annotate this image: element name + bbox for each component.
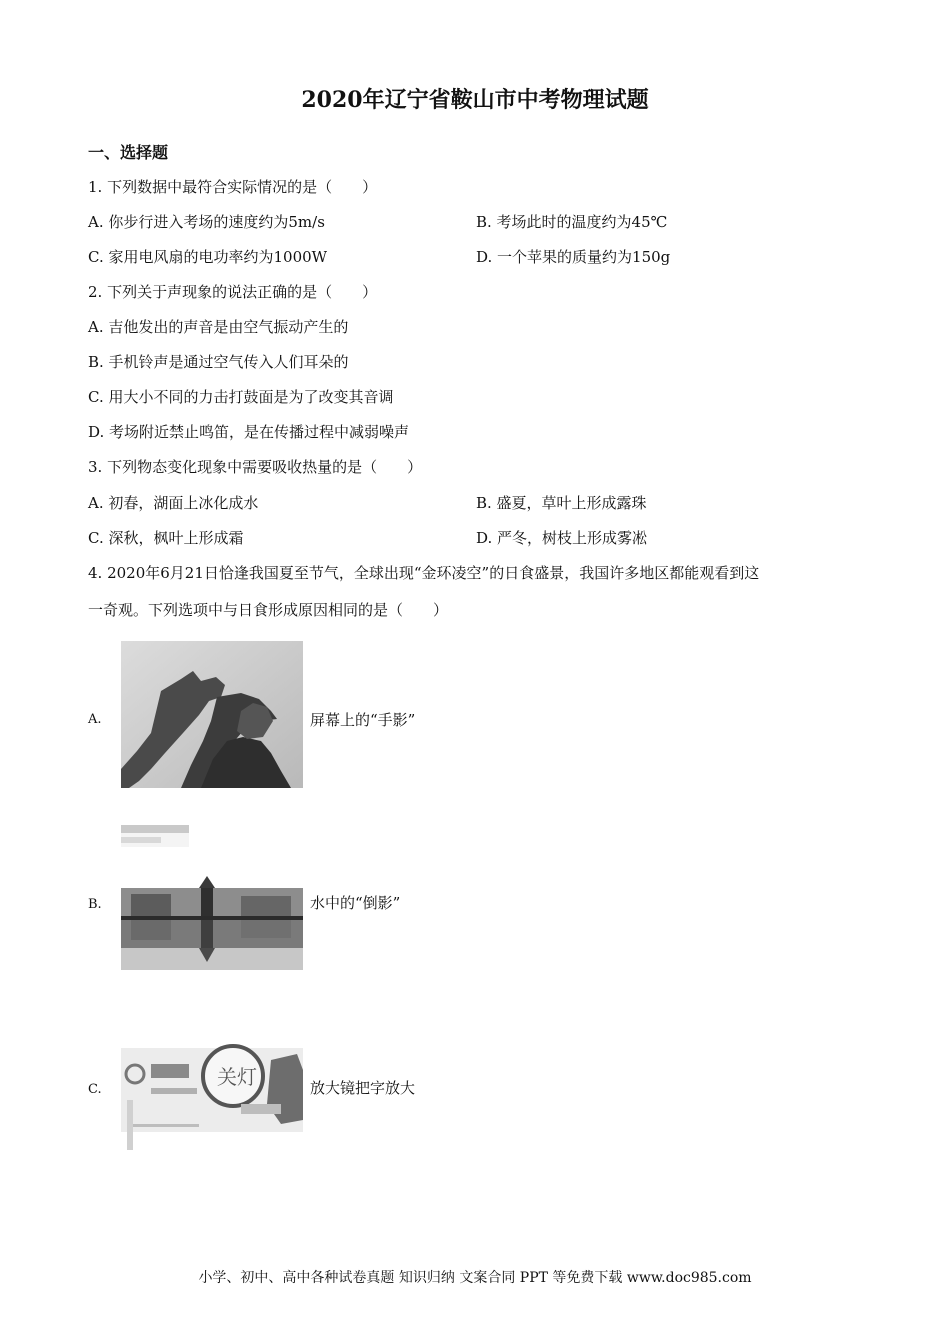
hand-shadow-image [121, 641, 303, 788]
q3-option-c: C. 深秋，枫叶上形成霜 [88, 529, 244, 547]
q2-option-d: D. 考场附近禁止鸣笛，是在传播过程中减弱噪声 [88, 423, 410, 441]
magnifier-text: 关灯 [217, 1065, 257, 1089]
q3-stem: 3. 下列物态变化现象中需要吸收热量的是（ ） [88, 458, 423, 476]
page-footer: 小学、初中、高中各种试卷真题 知识归纳 文案合同 PPT 等免费下载 www.doc985.com [198, 1270, 752, 1286]
q1-option-a: A. 你步行进入考场的速度约为5m/s [88, 213, 325, 231]
q2-option-c: C. 用大小不同的力击打鼓面是为了改变其音调 [88, 388, 394, 406]
q3-option-a: A. 初春，湖面上冰化成水 [88, 494, 259, 512]
reflection-image [121, 872, 303, 970]
q4-option-a-caption: 屏幕上的“手影” [310, 711, 416, 729]
q2-stem: 2. 下列关于声现象的说法正确的是（ ） [88, 283, 378, 301]
q2-option-a: A. 吉他发出的声音是由空气振动产生的 [88, 318, 349, 336]
q3-option-b: B. 盛夏，草叶上形成露珠 [476, 494, 647, 512]
q3-option-d: D. 严冬，树枝上形成雾凇 [476, 529, 648, 547]
q4-option-c-letter: C. [88, 1082, 102, 1097]
page-title: 2020年辽宁省鞍山市中考物理试题 [301, 87, 649, 113]
q4-option-a-letter: A. [88, 712, 102, 727]
q4-option-c-caption: 放大镜把字放大 [310, 1079, 416, 1097]
q1-option-c: C. 家用电风扇的电功率约为1000W [88, 248, 328, 266]
q1-option-b: B. 考场此时的温度约为45℃ [476, 213, 668, 231]
q1-option-d: D. 一个苹果的质量约为150g [476, 248, 671, 266]
q4-option-b-caption: 水中的“倒影” [310, 894, 401, 912]
q4-option-b-letter: B. [88, 897, 102, 912]
image-fragment [121, 825, 189, 847]
q4-stem-line2: 一奇观。下列选项中与日食形成原因相同的是（ ） [88, 601, 449, 619]
magnifier-image [121, 1040, 303, 1150]
q1-stem: 1. 下列数据中最符合实际情况的是（ ） [88, 178, 378, 196]
q4-stem-line1: 4. 2020年6月21日恰逢我国夏至节气，全球出现“金环凌空”的日食盛景，我国许多地区都能观看到这 [88, 564, 760, 582]
q2-option-b: B. 手机铃声是通过空气传入人们耳朵的 [88, 353, 349, 371]
section-heading: 一、选择题 [88, 143, 169, 162]
